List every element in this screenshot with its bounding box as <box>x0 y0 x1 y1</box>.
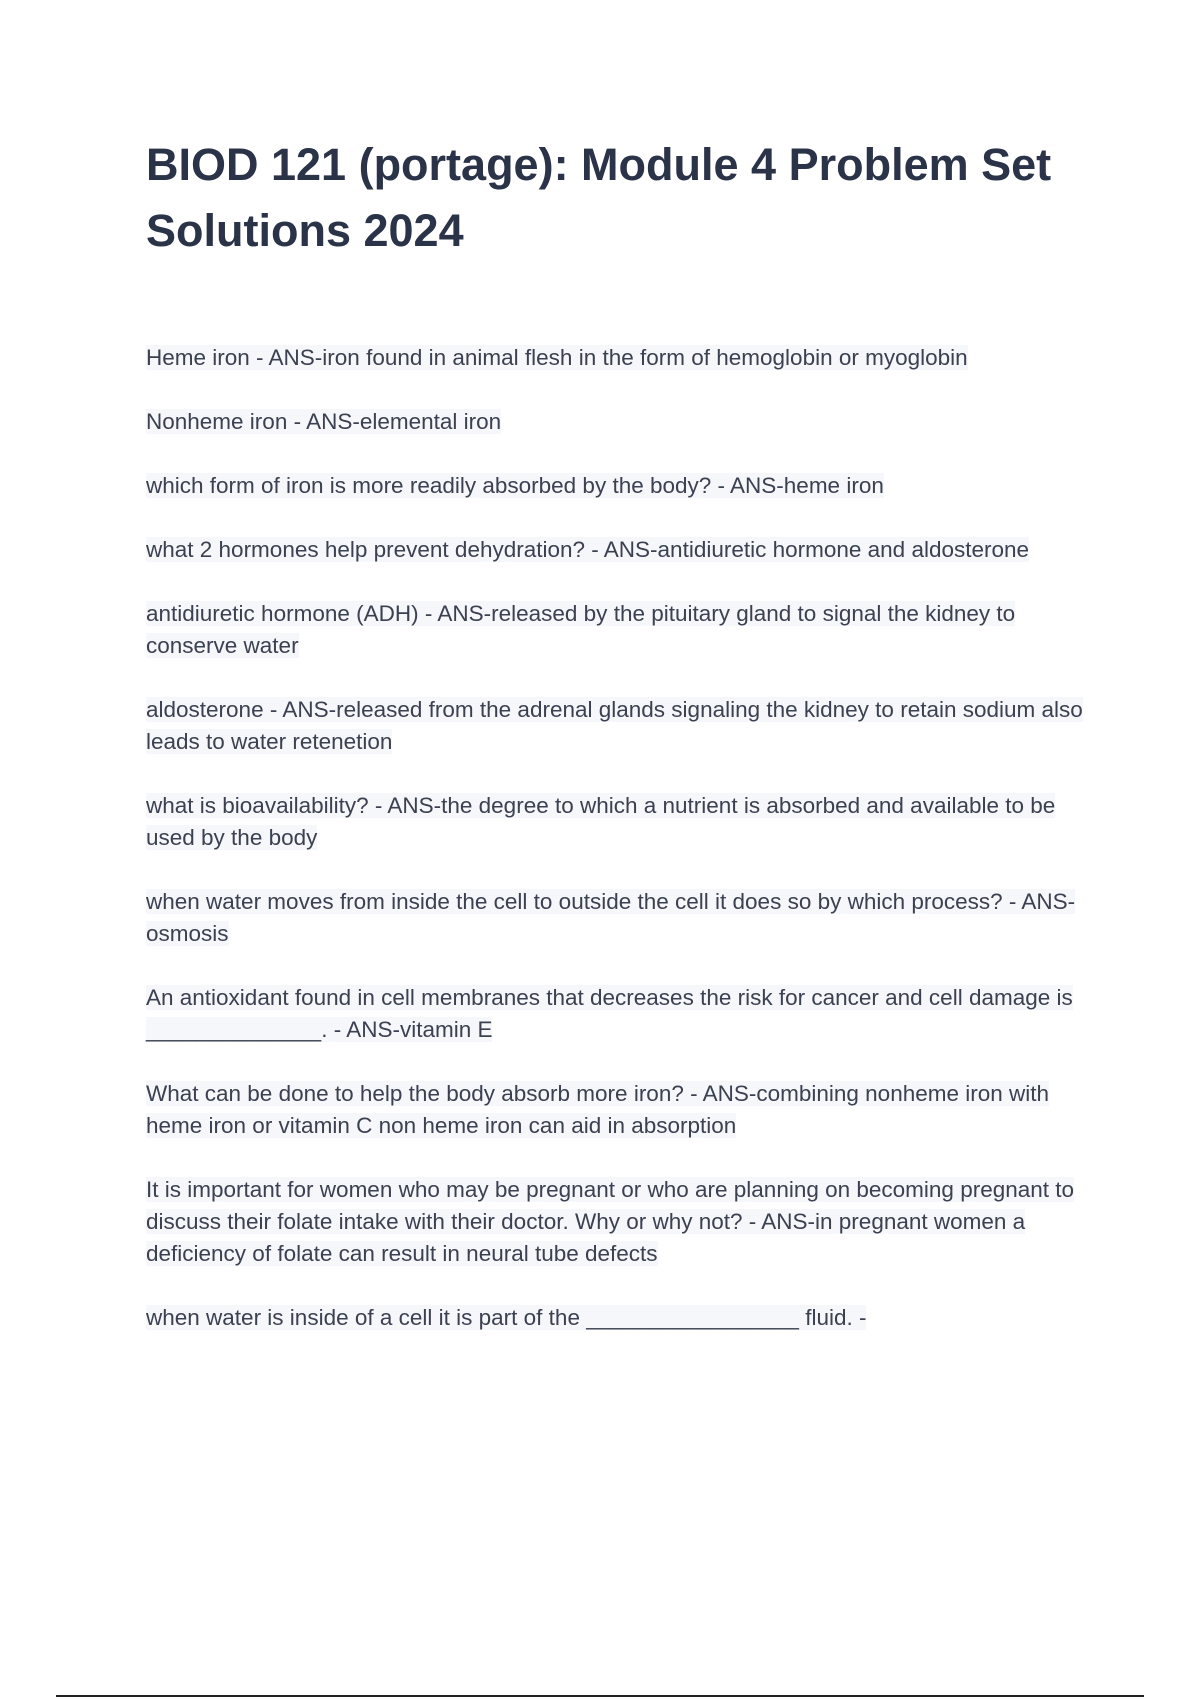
qa-entry <box>146 470 1091 502</box>
qa-entry <box>146 790 1091 854</box>
qa-entry-text: when water is inside of a cell it is part of the _________________ fluid. - <box>146 1305 867 1330</box>
qa-entry-text: aldosterone - ANS-released from the adrenal glands signaling the kidney to retain sodium also leads to water retenetion <box>146 697 1083 754</box>
qa-entry <box>146 1078 1091 1142</box>
qa-entry <box>146 342 1091 374</box>
qa-entry <box>146 982 1091 1046</box>
qa-entry-text: Nonheme iron - ANS-elemental iron <box>146 409 502 434</box>
qa-entry <box>146 534 1091 566</box>
qa-entry-text: what 2 hormones help prevent dehydration? - ANS-antidiuretic hormone and aldosterone <box>146 537 1030 562</box>
qa-list <box>146 342 1091 1366</box>
footer-divider <box>56 1695 1144 1697</box>
qa-entry-text: antidiuretic hormone (ADH) - ANS-released by the pituitary gland to signal the kidney to conserve water <box>146 601 1016 658</box>
qa-entry-text: Heme iron - ANS-iron found in animal flesh in the form of hemoglobin or myoglobin <box>146 345 968 370</box>
qa-entry-text: It is important for women who may be pregnant or who are planning on becoming pregnant to discuss their folate intake with their doctor. Why or why not? - ANS-in pregnant women a deficiency of folate can result in neural tube defects <box>146 1177 1075 1266</box>
qa-entry-text: which form of iron is more readily absorbed by the body? - ANS-heme iron <box>146 473 884 498</box>
qa-entry-text: An antioxidant found in cell membranes that decreases the risk for cancer and cell damage is ______________. - ANS-vitamin E <box>146 985 1073 1042</box>
qa-entry-text: when water moves from inside the cell to outside the cell it does so by which process? - ANS-osmosis <box>146 889 1076 946</box>
qa-entry <box>146 598 1091 662</box>
qa-entry <box>146 694 1091 758</box>
qa-entry <box>146 1302 1091 1334</box>
qa-entry <box>146 1174 1091 1270</box>
qa-entry-text: what is bioavailability? - ANS-the degree to which a nutrient is absorbed and available to be used by the body <box>146 793 1056 850</box>
qa-entry-text: What can be done to help the body absorb more iron? - ANS-combining nonheme iron with heme iron or vitamin C non heme iron can aid in absorption <box>146 1081 1050 1138</box>
document-title: BIOD 121 (portage): Module 4 Problem Set Solutions 2024 <box>146 139 1052 256</box>
qa-entry <box>146 406 1091 438</box>
qa-entry <box>146 886 1091 950</box>
